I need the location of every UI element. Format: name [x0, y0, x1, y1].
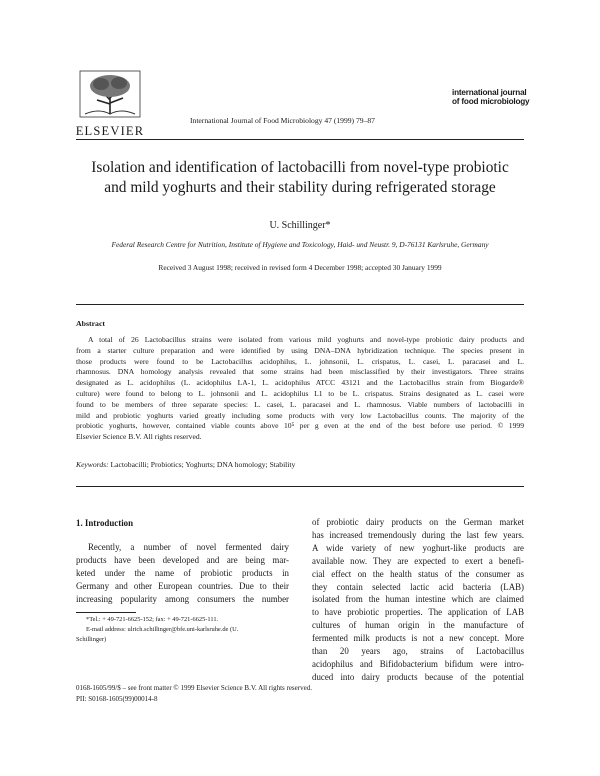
section-heading-introduction: 1. Introduction [76, 518, 134, 528]
article-title [60, 158, 540, 198]
body-line: has increased tremendously during the last few years. [312, 529, 524, 540]
received-dates: Received 3 August 1998; received in revised form 4 December 1998; accepted 30 January 1999 [158, 263, 442, 272]
elsevier-tree-icon [79, 70, 141, 118]
body-line: than 20 years ago, strains of Lactobacillus [312, 646, 524, 657]
footnote-email: E-mail address: ulrich.schillinger@bfe.uni-karlsruhe.de (U. [86, 625, 239, 633]
body-line: A wide variety of new yoghurt-like products are [312, 542, 524, 553]
copyright-line: 0168-1605/99/$ – see front matter © 1999 Elsevier Science B.V. All rights reserved. [76, 684, 312, 692]
publisher-name: ELSEVIER [75, 124, 145, 138]
body-line: fermented milk products is not a new concept. More [312, 633, 524, 644]
footnote-contact: *Tel.: + 49-721-6625-152; fax: + 49-721-6625-111. [86, 616, 219, 623]
journal-citation: International Journal of Food Microbiology 47 (1999) 79–87 [190, 116, 375, 125]
title-line-2: and mild yoghurts and their stability during refrigerated storage [104, 179, 496, 196]
title-line-1: Isolation and identification of lactobacilli from novel-type probiotic [91, 159, 509, 176]
abstract-line: found to be members of three separate species: L. casei, L. paracasei and L. rhamnosus. Viable numbers of lactobacilli in [76, 399, 524, 409]
abstract-line: those products were found to be Lactobacillus acidophilus, L. johnsonii, L. crispatus, L. casei, L. paracasei and L. [76, 356, 524, 366]
footnote-divider [76, 612, 136, 613]
abstract-line: designated as L. acidophilus (L. acidophilus LA-1, L. acidophilus ATCC 43121 and the Lactobacillus strain from Biogarde® [76, 378, 524, 388]
body-line: Recently, a number of novel fermented dairy [88, 542, 289, 552]
abstract-bottom-divider [76, 486, 524, 487]
abstract-line: mild and probiotic yoghurts varied greatly including some products with very low Lactobacillus counts. The majority of the [76, 410, 524, 420]
body-line: cultures of human origin in the manufacture of [312, 620, 524, 631]
abstract-body [76, 335, 524, 443]
author-affiliation: Federal Research Centre for Nutrition, Institute of Hygiene and Toxicology, Haid- und Neustr. 9, D-76131 Karlsruhe, Germany [111, 240, 489, 249]
pii-line: PII: S0168-1605(99)00014-8 [76, 695, 158, 703]
body-line: isolated from the human intestine which are claimed [312, 594, 524, 605]
abstract-line: Elsevier Science B.V. All rights reserved. [76, 432, 202, 442]
journal-brand-line2: of food microbiology [452, 97, 530, 106]
abstract-line: rhamnosus. DNA homology analysis revealed that some strains had been misclassified by their investigators. Three strains [76, 367, 524, 377]
body-line: Germany and other European countries. Due to their [76, 580, 289, 591]
body-line: available now. They are expected to exert a benefi- [312, 555, 524, 566]
journal-brand-line1: international journal [452, 88, 527, 97]
abstract-heading: Abstract [76, 319, 106, 328]
body-line: increasing popularity among consumers the number [76, 593, 289, 604]
body-line: duced into dairy products because of the potential [312, 671, 524, 682]
body-line: cial effect on the health status of the consumer as [312, 568, 524, 579]
body-line: acidophilus and Bifidobacterium bifidum were intro- [312, 658, 524, 669]
body-line: to have probiotic properties. The application of LAB [312, 607, 524, 618]
intro-column-right [312, 516, 524, 684]
author-footnote [76, 615, 289, 644]
body-line: products have been developed and are being mar- [76, 554, 289, 565]
keywords-list: Lactobacilli; Probiotics; Yoghurts; DNA homology; Stability [108, 460, 296, 469]
publisher-logo [70, 70, 150, 139]
body-line: of probiotic dairy products on the German market [312, 517, 524, 527]
footnote-name: Schillinger) [76, 635, 107, 643]
abstract-line: A total of 26 Lactobacillus strains were isolated from various mild yoghurts and novel-type probiotic dairy products and [88, 335, 524, 344]
intro-column-left [76, 541, 289, 606]
abstract-line: culture) were found to belong to L. johnsonii and L. acidophilus L1 to be L. crispatus. Strains designated as L. casei were [76, 388, 524, 398]
body-line: keted under the name of probiotic products in [76, 567, 289, 578]
body-line: they contain selected lactic acid bacteria (LAB) [312, 581, 524, 592]
journal-brand [452, 88, 529, 106]
abstract-line: from a starter culture preparation and were identified by using DNA–DNA hybridization technique. The species present in [76, 345, 524, 355]
header-divider [76, 139, 524, 140]
keywords-label: Keywords: [76, 460, 109, 469]
abstract-line: probiotic yoghurts, however, contained viable counts above 10⁵ per g even at the end of the best before use period. © 1999 [76, 421, 524, 431]
author-name: U. Schillinger* [269, 220, 331, 231]
abstract-top-divider [76, 304, 524, 305]
keywords [76, 460, 295, 469]
